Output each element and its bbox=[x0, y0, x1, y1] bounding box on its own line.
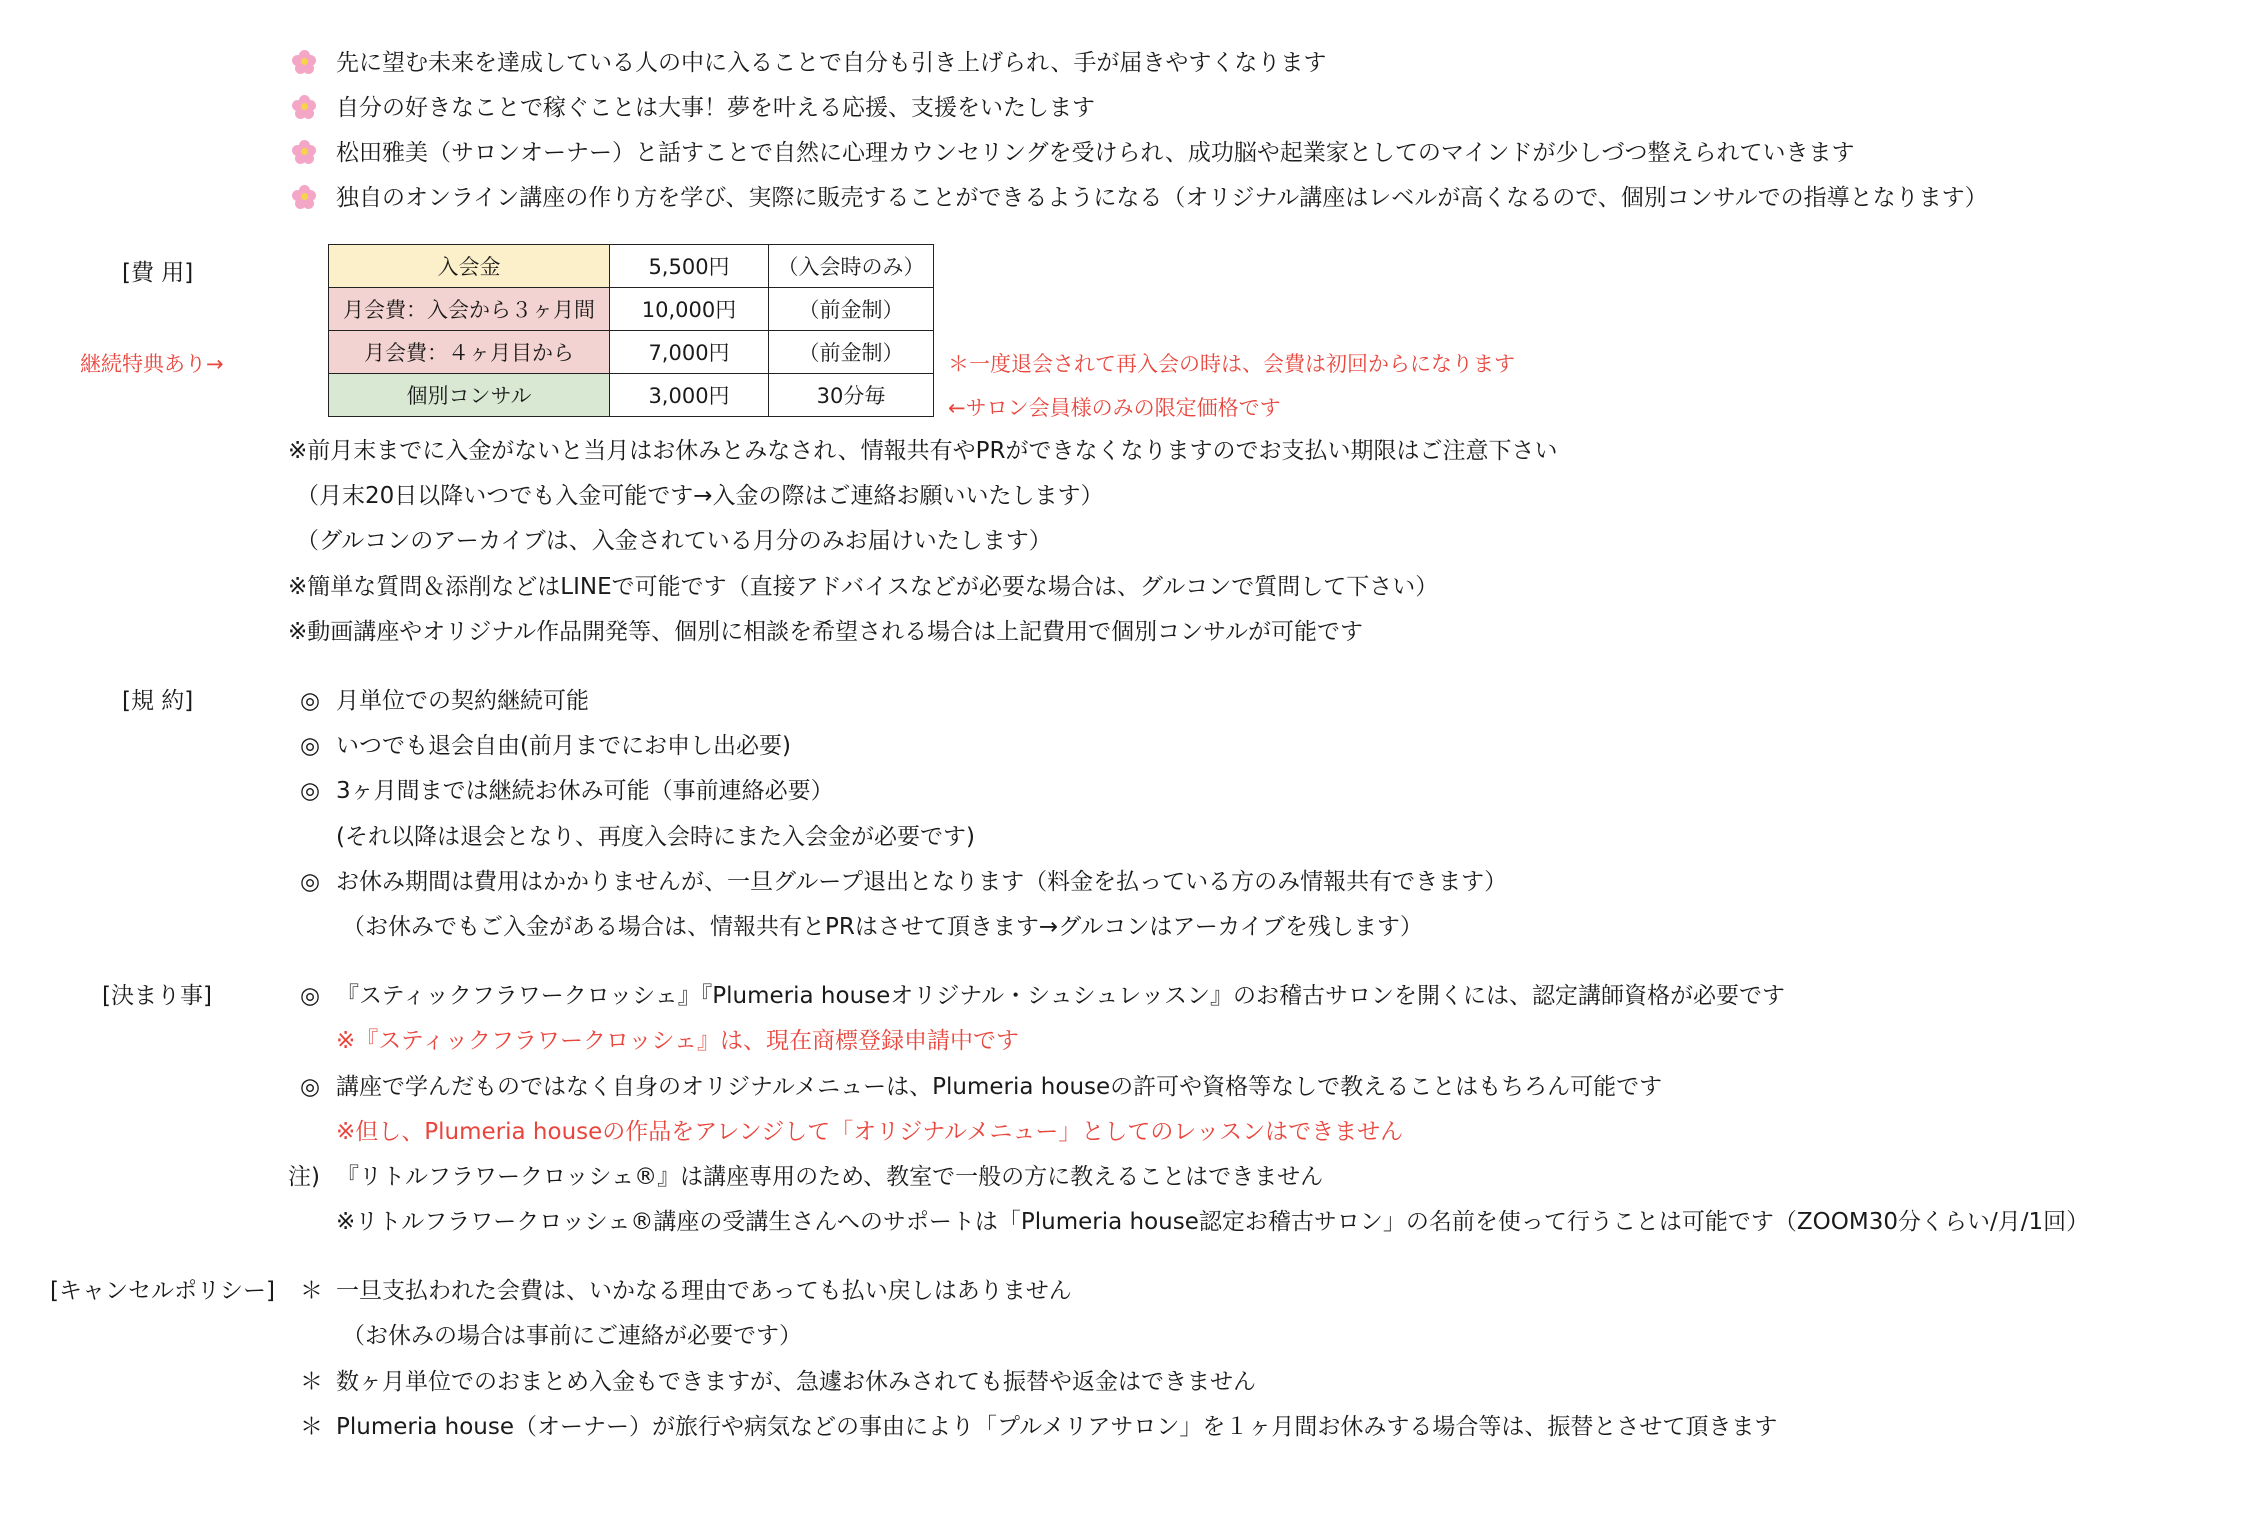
fees-side-note: 継続特典あり→ bbox=[80, 352, 224, 376]
fee-price: 3,000円 bbox=[610, 374, 769, 417]
fee-note: （前金制） bbox=[769, 288, 934, 331]
list-item bbox=[336, 826, 975, 849]
list-mark: ◎ bbox=[300, 778, 321, 804]
list-item bbox=[300, 690, 589, 713]
term-text: （お休みでもご入金がある場合は、情報共有とPRはさせて頂きます→グルコンはアーカイブを残します） bbox=[342, 914, 1423, 940]
rule-text: 講座で学んだものではなく自身のオリジナルメニューは、Plumeria houseの許可や資格等なしで教えることはもちろん可能です bbox=[336, 1074, 1663, 1100]
fee-price: 10,000円 bbox=[610, 288, 769, 331]
list-mark: ＊ bbox=[300, 1414, 323, 1440]
fee-note: （前金制） bbox=[769, 331, 934, 374]
cancel-text: （お休みの場合は事前にご連絡が必要です） bbox=[342, 1323, 802, 1349]
list-item bbox=[300, 1280, 1072, 1303]
cancel-text: Plumeria house（オーナー）が旅行や病気などの事由により「プルメリアサロン」を１ヶ月間お休みする場合等は、振替とさせて頂きます bbox=[336, 1414, 1778, 1440]
term-text: いつでも退会自由(前月までにお申し出必要) bbox=[336, 733, 791, 759]
fee-remark-member-price: ←サロン会員様のみの限定価格です bbox=[948, 396, 1281, 420]
list-item bbox=[300, 1416, 1777, 1439]
fee-note-line: （グルコンのアーカイブは、入金されている月分のみお届けいたします） bbox=[296, 528, 1052, 554]
list-mark: ◎ bbox=[300, 688, 321, 714]
rule-text: 『スティックフラワークロッシェ』『Plumeria houseオリジナル・シュシュレッスン』のお稽古サロンを開くには、認定講師資格が必要です bbox=[336, 983, 1785, 1009]
fee-label: 月会費：４ヶ月目から bbox=[329, 331, 610, 374]
list-mark: ◎ bbox=[300, 869, 321, 895]
list-mark: ＊ bbox=[300, 1369, 323, 1395]
list-item bbox=[300, 871, 1507, 894]
rule-note: 『リトルフラワークロッシェ®』は講座専用のため、教室で一般の方に教えることはできません bbox=[336, 1164, 1324, 1190]
rules-heading: [決まり事] bbox=[102, 983, 212, 1009]
list-mark: ◎ bbox=[300, 733, 321, 759]
list-item bbox=[300, 735, 791, 758]
fee-note-line: ※動画講座やオリジナル作品開発等、個別に相談を希望される場合は上記費用で個別コンサルが可能です bbox=[288, 619, 1363, 645]
benefit-text: 自分の好きなことで稼ぐことは大事！夢を叶える応援、支援をいたします bbox=[336, 95, 1095, 121]
fee-label: 入会金 bbox=[329, 245, 610, 288]
term-text: お休み期間は費用はかかりませんが、一旦グループ退出となります（料金を払っている方のみ情報共有できます） bbox=[336, 869, 1508, 895]
fee-note: （入会時のみ） bbox=[769, 245, 934, 288]
list-mark: ◎ bbox=[300, 983, 321, 1009]
cherry-blossom-icon bbox=[292, 95, 316, 119]
term-text: (それ以降は退会となり、再度入会時にまた入会金が必要です) bbox=[336, 824, 975, 850]
benefit-text: 独自のオンライン講座の作り方を学び、実際に販売することができるようになる（オリジナル講座はレベルが高くなるので、個別コンサルでの指導となります） bbox=[336, 185, 1988, 211]
fee-price: 5,500円 bbox=[610, 245, 769, 288]
fee-label: 個別コンサル bbox=[329, 374, 610, 417]
fee-price: 7,000円 bbox=[610, 331, 769, 374]
cherry-blossom-icon bbox=[292, 50, 316, 74]
list-item bbox=[300, 1076, 1662, 1099]
list-mark: ＊ bbox=[300, 1278, 323, 1304]
cherry-blossom-icon bbox=[292, 140, 316, 164]
benefit-text: 松田雅美（サロンオーナー）と話すことで自然に心理カウンセリングを受けられ、成功脳や起業家としてのマインドが少しづつ整えられていきます bbox=[336, 140, 1855, 166]
list-item bbox=[342, 1325, 802, 1348]
rule-warning: ※『スティックフラワークロッシェ』は、現在商標登録申請中です bbox=[336, 1028, 1020, 1054]
list-mark: ◎ bbox=[300, 1074, 321, 1100]
fee-remark-rejoin: ＊一度退会されて再入会の時は、会費は初回からになります bbox=[948, 352, 1515, 376]
benefit-text: 先に望む未来を達成している人の中に入ることで自分も引き上げられ、手が届きやすくなります bbox=[336, 50, 1327, 76]
fee-note: 30分毎 bbox=[769, 374, 934, 417]
list-item bbox=[300, 1371, 1256, 1394]
cherry-blossom-icon bbox=[292, 185, 316, 209]
table-row bbox=[329, 245, 934, 288]
table-row bbox=[329, 288, 934, 331]
fees-heading: [費 用] bbox=[122, 260, 194, 286]
list-item bbox=[300, 780, 834, 803]
terms-heading: [規 約] bbox=[122, 688, 194, 714]
fee-label: 月会費：入会から３ヶ月間 bbox=[329, 288, 610, 331]
rule-note: ※リトルフラワークロッシェ®講座の受講生さんへのサポートは「Plumeria house認定お稽古サロン」の名前を使って行うことは可能です（ZOOM30分くらい/月/1回） bbox=[336, 1209, 2090, 1235]
cancel-text: 一旦支払われた会費は、いかなる理由であっても払い戻しはありません bbox=[336, 1278, 1072, 1304]
table-row bbox=[329, 374, 934, 417]
fee-note-line: （月末20日以降いつでも入金可能です→入金の際はご連絡お願いいたします） bbox=[296, 483, 1104, 509]
cancel-heading: [キャンセルポリシー] bbox=[50, 1278, 275, 1304]
list-item bbox=[300, 985, 1785, 1008]
fee-note-line: ※簡単な質問＆添削などはLINEで可能です（直接アドバイスなどが必要な場合は、グルコンで質問して下さい） bbox=[288, 574, 1439, 600]
rule-note-mark: 注) bbox=[288, 1164, 320, 1190]
cancel-text: 数ヶ月単位でのおまとめ入金もできますが、急遽お休みされても振替や返金はできません bbox=[336, 1369, 1256, 1395]
term-text: 3ヶ月間までは継続お休み可能（事前連絡必要） bbox=[336, 778, 834, 804]
fee-note-line: ※前月末までに入金がないと当月はお休みとみなされ、情報共有やPRができなくなりますのでお支払い期限はご注意下さい bbox=[288, 438, 1558, 464]
table-row bbox=[329, 331, 934, 374]
list-item bbox=[342, 916, 1423, 939]
rule-warning: ※但し、Plumeria houseの作品をアレンジして「オリジナルメニュー」としてのレッスンはできません bbox=[336, 1119, 1404, 1145]
term-text: 月単位での契約継続可能 bbox=[336, 688, 589, 714]
fee-table bbox=[328, 244, 934, 417]
